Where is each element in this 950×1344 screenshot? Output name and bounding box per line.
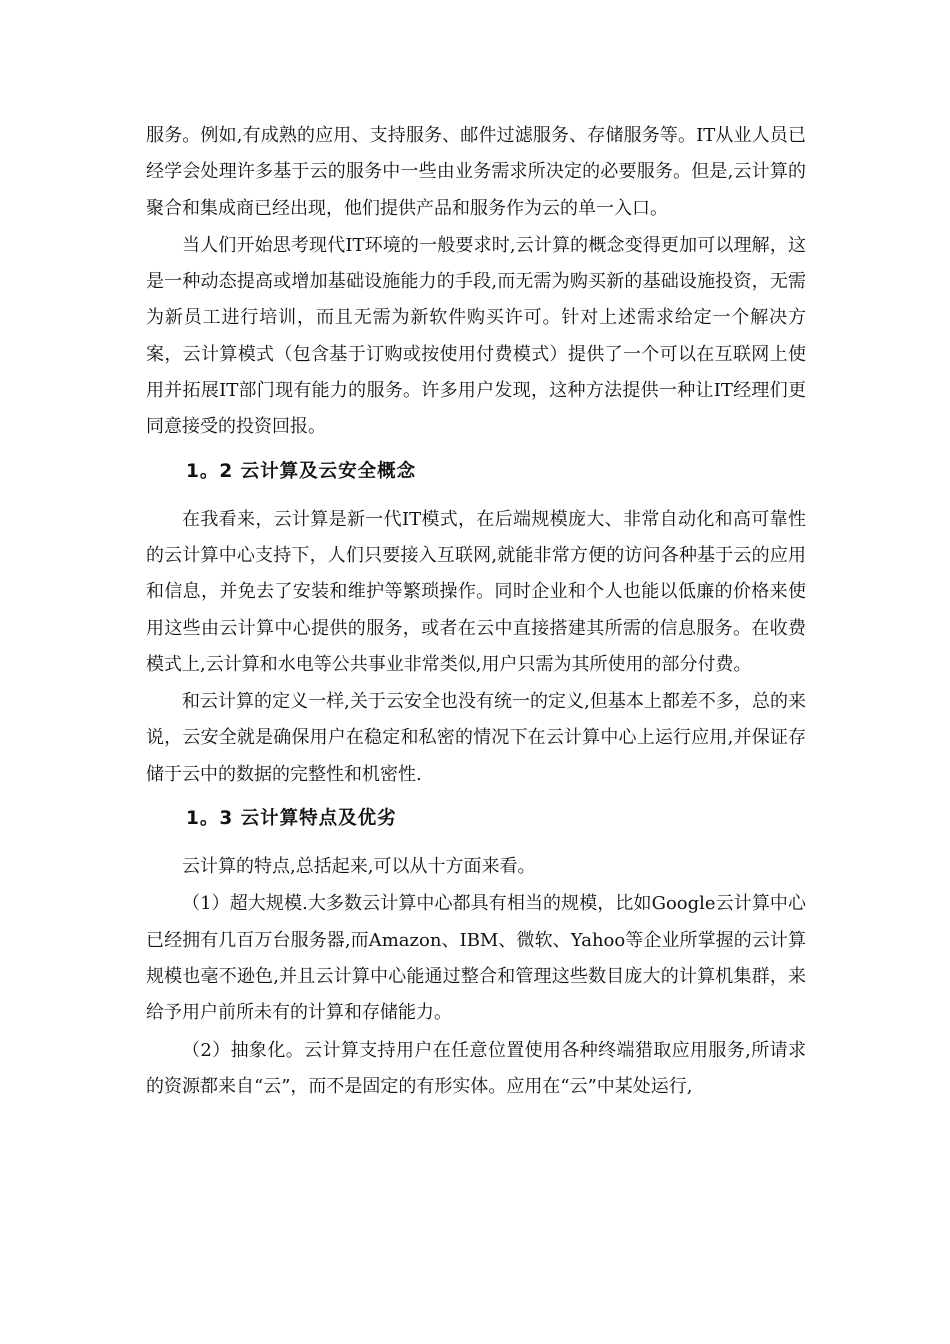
list-item-large-scale: （1）超大规模.大多数云计算中心都具有相当的规模，比如Google云计算中心已经拥有几百万台服务器,而Amazon、IBM、微软、Yahoo等企业所掌握的云计算规模也毫不逊色,并且云计算中心能通过整合和管理这些数目庞大的计算机集群，来给予用户前所未有的计算和存储能力。: [146, 893, 806, 1024]
paragraph-cloud-definition: 在我看来，云计算是新一代IT模式，在后端规模庞大、非常自动化和高可靠性的云计算中心支持下，人们只要接入互联网,就能非常方便的访问各种基于云的应用和信息，并免去了安装和维护等繁琐操作。同时企业和个人也能以低廉的价格来使用这些由云计算中心提供的服务，或者在云中直接搭建其所需的信息服务。在收费模式上,云计算和水电等公共事业非常类似,用户只需为其所使用的部分付费。: [146, 508, 806, 675]
document-body: [146, 118, 806, 1105]
paragraph-it-requirements: 当人们开始思考现代IT环境的一般要求时,云计算的概念变得更加可以理解，这是一种动态提高或增加基础设施能力的手段,而无需为购买新的基础设施投资，无需为新员工进行培训，而且无需为新软件购买许可。针对上述需求给定一个解决方案，云计算模式（包含基于订购或按使用付费模式）提供了一个可以在互联网上使用并拓展IT部门现有能力的服务。许多用户发现，这种方法提供一种让IT经理们更同意接受的投资回报。: [146, 234, 806, 438]
paragraph-features-intro: 云计算的特点,总括起来,可以从十方面来看。: [182, 856, 536, 878]
section-heading-1-3: 1。3 云计算特点及优劣: [186, 808, 397, 830]
paragraph-services-intro: 服务。例如,有成熟的应用、支持服务、邮件过滤服务、存储服务等。IT从业人员已经学会处理许多基于云的服务中一些由业务需求所决定的必要服务。但是,云计算的聚合和集成商已经出现，他们提供产品和服务作为云的单一入口。: [146, 125, 806, 219]
section-heading-1-2: 1。2 云计算及云安全概念: [186, 460, 417, 482]
list-item-abstraction: （2）抽象化。云计算支持用户在任意位置使用各种终端猎取应用服务,所请求的资源都来自“云”，而不是固定的有形实体。应用在“云”中某处运行,: [146, 1039, 806, 1097]
paragraph-cloud-security-definition: 和云计算的定义一样,关于云安全也没有统一的定义,但基本上都差不多，总的来说，云安全就是确保用户在稳定和私密的情况下在云计算中心上运行应用,并保证存储于云中的数据的完整性和机密性.: [146, 691, 806, 785]
